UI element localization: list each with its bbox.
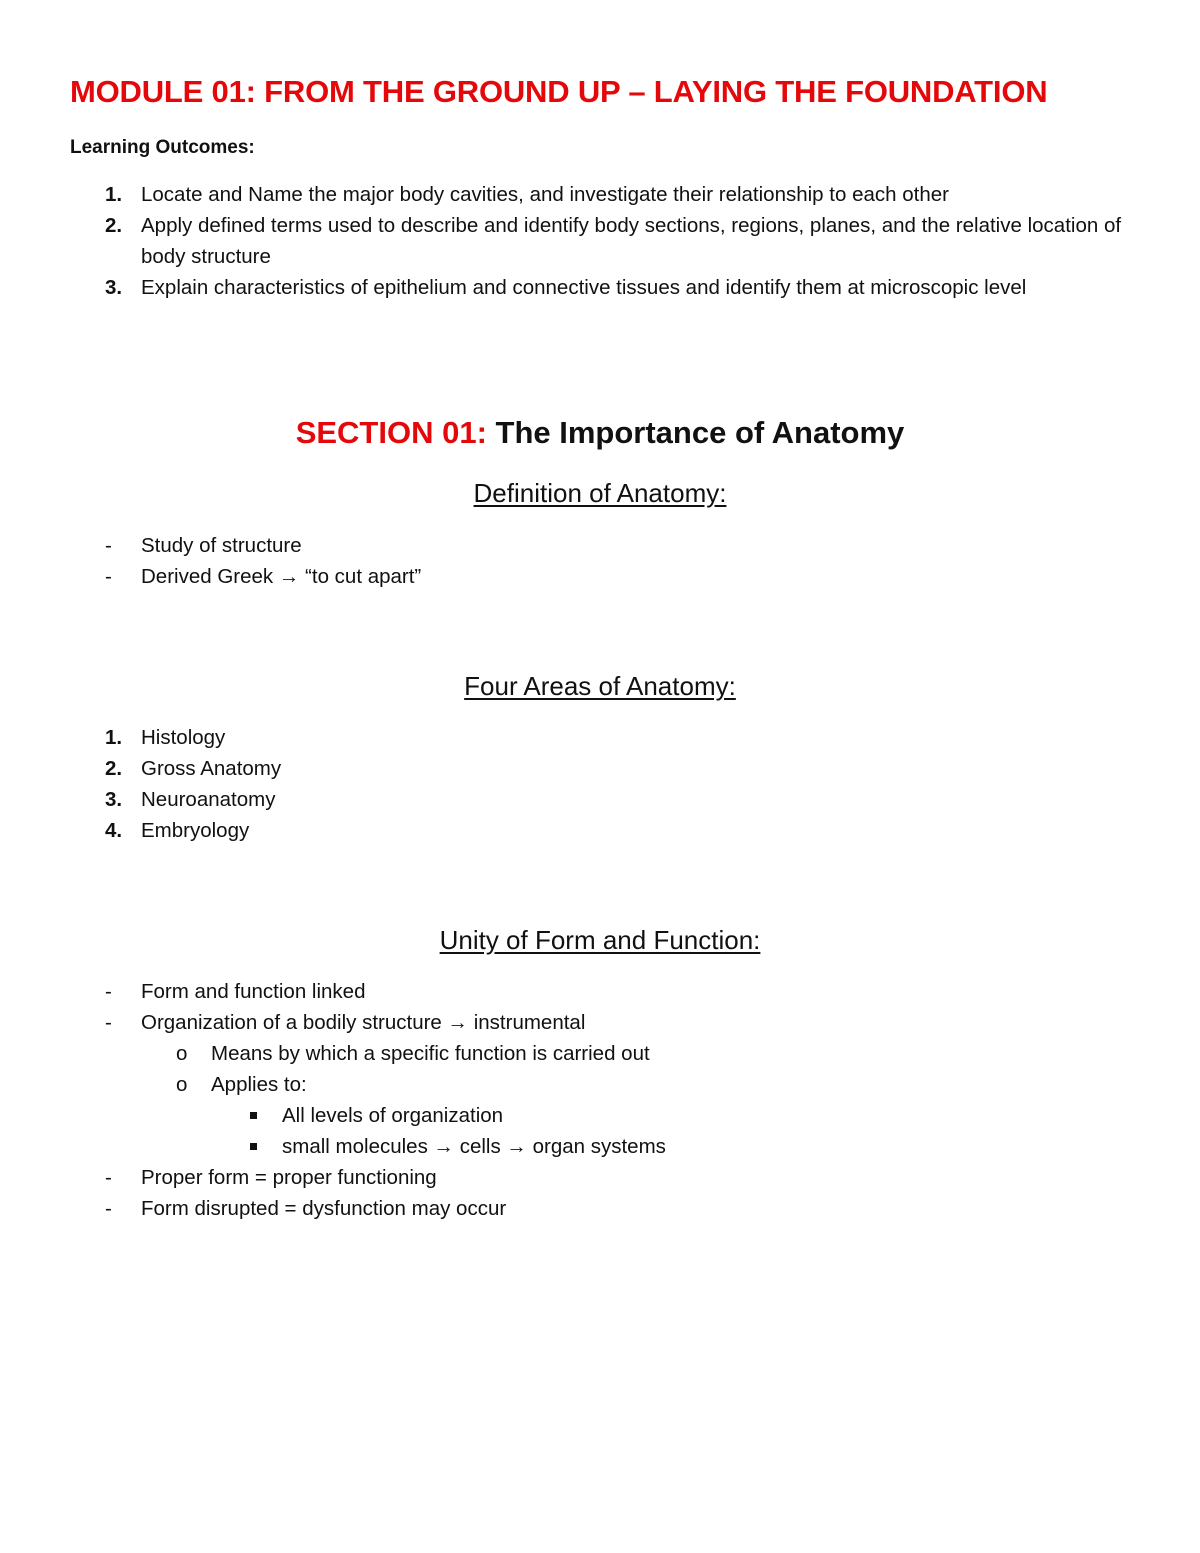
list-item <box>0 1162 666 1193</box>
list-item <box>0 722 1131 753</box>
list-number: 2. <box>105 757 123 780</box>
four-areas-list <box>0 722 1131 846</box>
list-item <box>0 1007 666 1038</box>
list-item <box>0 1193 666 1224</box>
unity-list <box>0 976 666 1224</box>
unity-heading: Unity of Form and Function: <box>439 925 761 955</box>
list-item <box>0 1038 666 1069</box>
list-item <box>0 753 1131 784</box>
square-bullet-icon <box>250 1143 257 1150</box>
dash-bullet: - <box>105 1166 112 1189</box>
list-item-text: Means by which a specific function is carried out <box>211 1042 650 1065</box>
dash-bullet: - <box>105 1011 112 1034</box>
list-item <box>0 1131 666 1162</box>
list-number: 2. <box>105 214 123 237</box>
circle-bullet: o <box>176 1073 188 1096</box>
list-item-text: Gross Anatomy <box>141 757 282 780</box>
list-item-text: Apply defined terms used to describe and identify body sections, regions, planes, and the relative location of body structure <box>141 214 1122 268</box>
list-item <box>0 561 421 592</box>
list-number: 3. <box>105 276 123 299</box>
list-item <box>0 1100 666 1131</box>
list-number: 1. <box>105 183 123 206</box>
list-number: 3. <box>105 788 123 811</box>
list-number: 1. <box>105 726 123 749</box>
list-item-text: Histology <box>141 726 226 749</box>
learning-outcomes-list <box>0 179 1131 303</box>
list-item-text: small molecules → cells → organ systems <box>282 1135 666 1158</box>
section-label: SECTION 01: <box>295 415 487 450</box>
list-item-text: Organization of a bodily structure → instrumental <box>141 1011 586 1034</box>
list-item-text: Derived Greek → “to cut apart” <box>141 565 422 588</box>
list-item-text: Explain characteristics of epithelium and connective tissues and identify them at microscopic level <box>141 276 1027 299</box>
four-areas-heading: Four Areas of Anatomy: <box>464 671 736 701</box>
list-number: 4. <box>105 819 123 842</box>
list-item-text: Proper form = proper functioning <box>141 1166 437 1189</box>
list-item-text: All levels of organization <box>282 1104 504 1127</box>
dash-bullet: - <box>105 565 112 588</box>
list-item <box>0 272 1131 303</box>
list-item <box>0 179 1131 210</box>
dash-bullet: - <box>105 980 112 1003</box>
list-item-text: Locate and Name the major body cavities, and investigate their relationship to each other <box>141 183 949 206</box>
list-item-text: Form and function linked <box>141 980 366 1003</box>
list-item-text: Form disrupted = dysfunction may occur <box>141 1197 507 1220</box>
list-item <box>0 530 421 561</box>
list-item <box>0 784 1131 815</box>
list-item-text: Embryology <box>141 819 250 842</box>
module-title: MODULE 01: FROM THE GROUND UP – LAYING THE FOUNDATION <box>70 74 1048 109</box>
section-title <box>0 415 1200 451</box>
list-item <box>0 976 666 1007</box>
square-bullet-icon <box>250 1112 257 1119</box>
list-item-text: Applies to: <box>211 1073 307 1096</box>
list-item-text: Neuroanatomy <box>141 788 276 811</box>
list-item <box>0 1069 666 1100</box>
list-item <box>0 815 1131 846</box>
list-item <box>0 210 1131 272</box>
list-item-text: Study of structure <box>141 534 302 557</box>
section-name: The Importance of Anatomy <box>486 415 905 450</box>
learning-outcomes-heading: Learning Outcomes: <box>70 137 255 158</box>
circle-bullet: o <box>176 1042 188 1065</box>
dash-bullet: - <box>105 534 112 557</box>
definition-list <box>0 530 421 592</box>
definition-heading: Definition of Anatomy: <box>473 478 727 508</box>
dash-bullet: - <box>105 1197 112 1220</box>
